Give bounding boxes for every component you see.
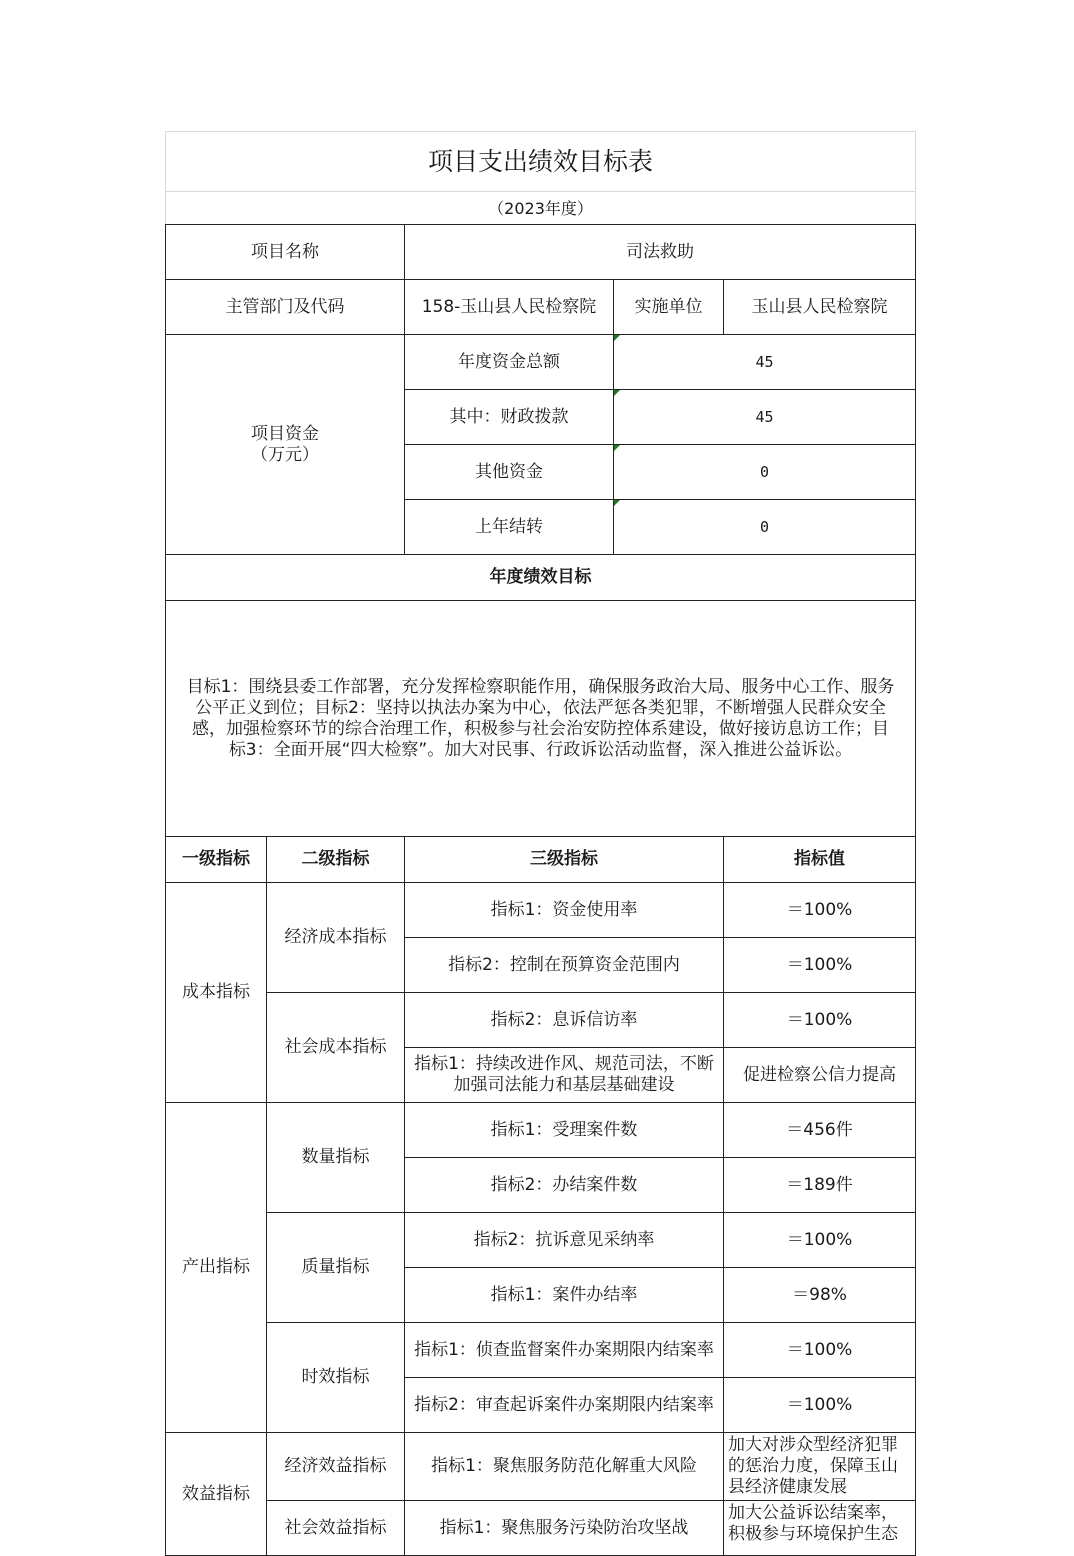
fund-value: 0 [614, 445, 916, 500]
indicator-value-line: 县经济健康发展 [728, 1477, 847, 1497]
project-name-label: 项目名称 [166, 225, 405, 280]
econ-cost-label: 经济成本指标 [267, 883, 405, 993]
fund-label: 其中：财政拨款 [405, 390, 614, 445]
performance-target-table [165, 131, 916, 1556]
goal-line: 标3：全面开展“四大检察”。加大对民事、行政诉讼活动监督，深入推进公益诉讼。 [228, 739, 853, 760]
project-name-value: 司法救助 [405, 225, 916, 280]
impl-unit-value: 玉山县人民检察院 [724, 280, 916, 335]
indicator-value-line: 积极参与环境保护生态 [728, 1524, 898, 1544]
indicator-value-line: 的惩治力度，保障玉山 [728, 1456, 898, 1476]
header-level2: 二级指标 [267, 837, 405, 883]
output-indicator-label: 产出指标 [166, 1103, 267, 1433]
indicator-value: 促进检察公信力提高 [724, 1048, 916, 1103]
indicator-value: ＝98% [724, 1268, 916, 1323]
indicator-name [405, 1048, 724, 1103]
annual-goal-text [166, 601, 916, 837]
social-benefit-label: 社会效益指标 [267, 1501, 405, 1556]
dept-value: 158-玉山县人民检察院 [405, 280, 614, 335]
indicator-value: ＝456件 [724, 1103, 916, 1158]
indicator-name: 指标2：抗诉意见采纳率 [405, 1213, 724, 1268]
indicator-name: 指标1：侦查监督案件办案期限内结案率 [405, 1323, 724, 1378]
benefit-indicator-label: 效益指标 [166, 1433, 267, 1556]
funds-label-line1: 项目资金 [251, 423, 319, 444]
indicator-value-line: 加大公益诉讼结案率， [728, 1503, 898, 1523]
indicator-name: 指标2：息诉信访率 [405, 993, 724, 1048]
indicator-value: ＝100% [724, 1213, 916, 1268]
fund-value: 0 [614, 500, 916, 555]
goal-line: 公平正义到位；目标2：坚持以执法办案为中心，依法严惩各类犯罪，不断增强人民群众安全 [195, 697, 886, 718]
goal-line: 感，加强检察环节的综合治理工作，积极参与社会治安防控体系建设，做好接访息访工作；目 [192, 718, 890, 739]
indicator-value: ＝100% [724, 1378, 916, 1433]
indicator-name: 指标2：办结案件数 [405, 1158, 724, 1213]
indicator-name: 指标1：案件办结率 [405, 1268, 724, 1323]
header-value: 指标值 [724, 837, 916, 883]
indicator-name: 指标1：受理案件数 [405, 1103, 724, 1158]
funds-label-line2: （万元） [251, 444, 319, 465]
table-title: 项目支出绩效目标表 [166, 132, 916, 192]
indicator-name: 指标2：控制在预算资金范围内 [405, 938, 724, 993]
indicator-value: ＝100% [724, 938, 916, 993]
fund-label: 其他资金 [405, 445, 614, 500]
timeliness-label: 时效指标 [267, 1323, 405, 1433]
indicator-value: ＝100% [724, 1323, 916, 1378]
header-level1: 一级指标 [166, 837, 267, 883]
social-cost-label: 社会成本指标 [267, 993, 405, 1103]
quality-label: 质量指标 [267, 1213, 405, 1323]
indicator-value: ＝189件 [724, 1158, 916, 1213]
header-level3: 三级指标 [405, 837, 724, 883]
indicator-value [724, 1433, 916, 1501]
indicator-name: 指标1：资金使用率 [405, 883, 724, 938]
fund-value: 45 [614, 390, 916, 445]
fiscal-year: （2023年度） [166, 192, 916, 225]
indicator-value-line: 加大对涉众型经济犯罪 [728, 1435, 898, 1455]
indicator-value: ＝100% [724, 993, 916, 1048]
indicator-value [724, 1501, 916, 1556]
cost-indicator-label: 成本指标 [166, 883, 267, 1103]
dept-label: 主管部门及代码 [166, 280, 405, 335]
fund-value: 45 [614, 335, 916, 390]
indicator-name: 指标1：聚焦服务防范化解重大风险 [405, 1433, 724, 1501]
indicator-value: ＝100% [724, 883, 916, 938]
funds-label [166, 335, 405, 555]
impl-unit-label: 实施单位 [614, 280, 724, 335]
quantity-label: 数量指标 [267, 1103, 405, 1213]
indicator-name: 指标2：审查起诉案件办案期限内结案率 [405, 1378, 724, 1433]
indicator-name-line1: 指标1：持续改进作风、规范司法，不断 [414, 1054, 714, 1074]
indicator-name: 指标1：聚焦服务污染防治攻坚战 [405, 1501, 724, 1556]
fund-label: 年度资金总额 [405, 335, 614, 390]
performance-target-sheet [165, 131, 915, 1556]
indicator-name-line2: 加强司法能力和基层基础建设 [453, 1075, 675, 1095]
annual-goal-header: 年度绩效目标 [166, 555, 916, 601]
goal-line: 目标1：围绕县委工作部署，充分发挥检察职能作用，确保服务政治大局、服务中心工作、服务 [186, 676, 895, 697]
fund-label: 上年结转 [405, 500, 614, 555]
econ-benefit-label: 经济效益指标 [267, 1433, 405, 1501]
